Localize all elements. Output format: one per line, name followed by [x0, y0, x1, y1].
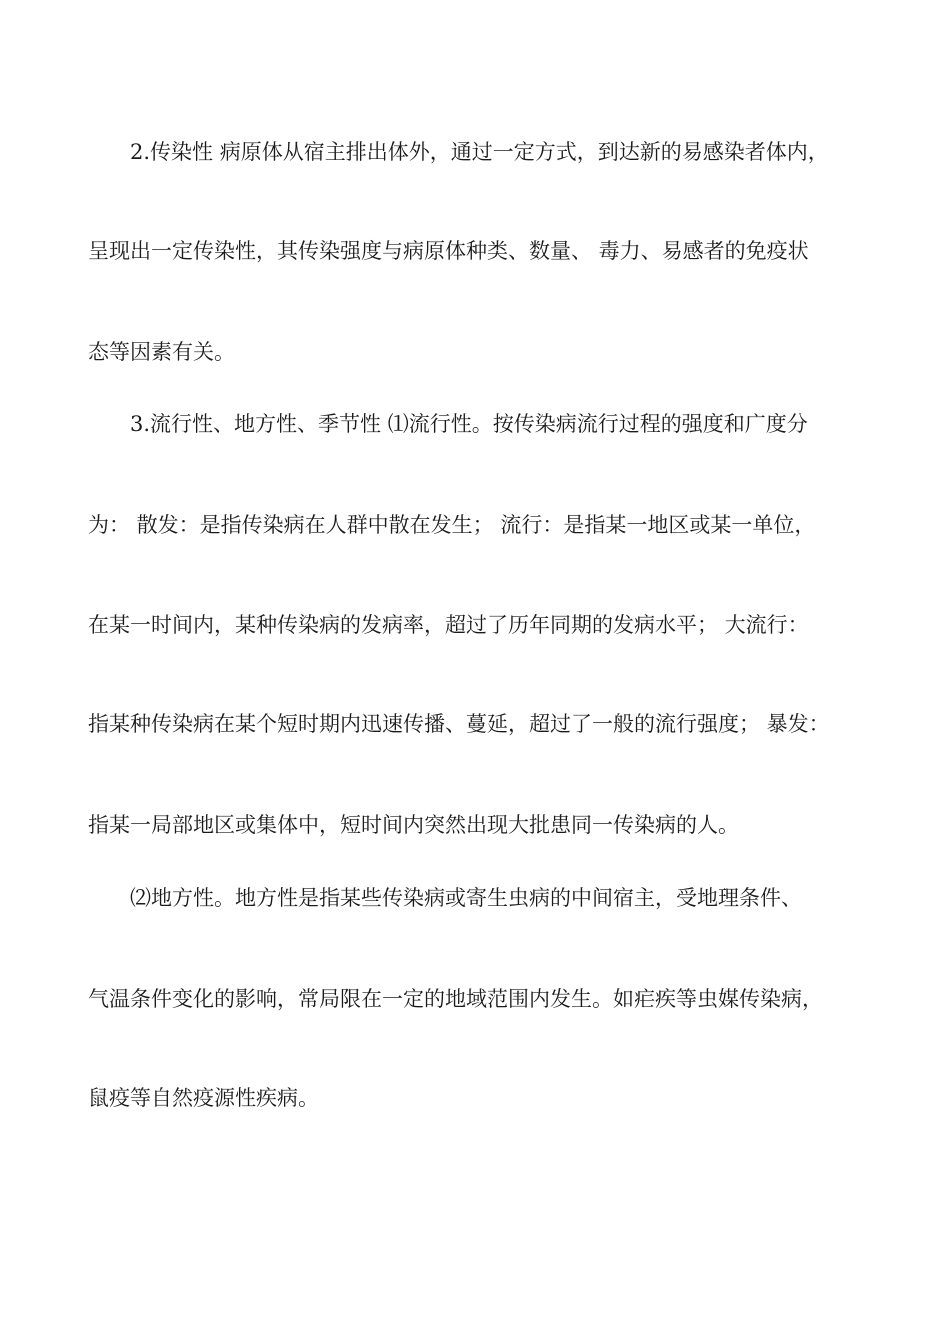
paragraph-line-infectivity-3: 态等因素有关。 [88, 340, 235, 364]
paragraph-line-endemic-3: 鼠疫等自然疫源性疾病。 [88, 1086, 319, 1110]
paragraph-line-epidemic-2: 为： 散发：是指传染病在人群中散在发生； 流行：是指某一地区或某一单位， [88, 513, 816, 537]
paragraph-line-endemic-2: 气温条件变化的影响，常局限在一定的地域范围内发生。如疟疾等虫媒传染病， [88, 987, 823, 1011]
paragraph-line-endemic-1: ⑵地方性。地方性是指某些传染病或寄生虫病的中间宿主，受地理条件、 [130, 886, 802, 910]
paragraph-line-epidemic-4: 指某种传染病在某个短时期内迅速传播、蔓延，超过了一般的流行强度； 暴发： [88, 712, 830, 736]
paragraph-line-epidemic-3: 在某一时间内，某种传染病的发病率，超过了历年同期的发病水平； 大流行： [88, 613, 809, 637]
paragraph-line-infectivity-2: 呈现出一定传染性，其传染强度与病原体种类、数量、 毒力、易感者的免疫状 [88, 239, 809, 263]
paragraph-line-epidemic-5: 指某一局部地区或集体中，短时间内突然出现大批患同一传染病的人。 [88, 813, 739, 837]
paragraph-line-epidemic-1: 3.流行性、地方性、季节性 ⑴流行性。按传染病流行过程的强度和广度分 [130, 412, 808, 436]
paragraph-line-infectivity-1: 2.传染性 病原体从宿主排出体外，通过一定方式，到达新的易感染者体内， [130, 140, 829, 164]
